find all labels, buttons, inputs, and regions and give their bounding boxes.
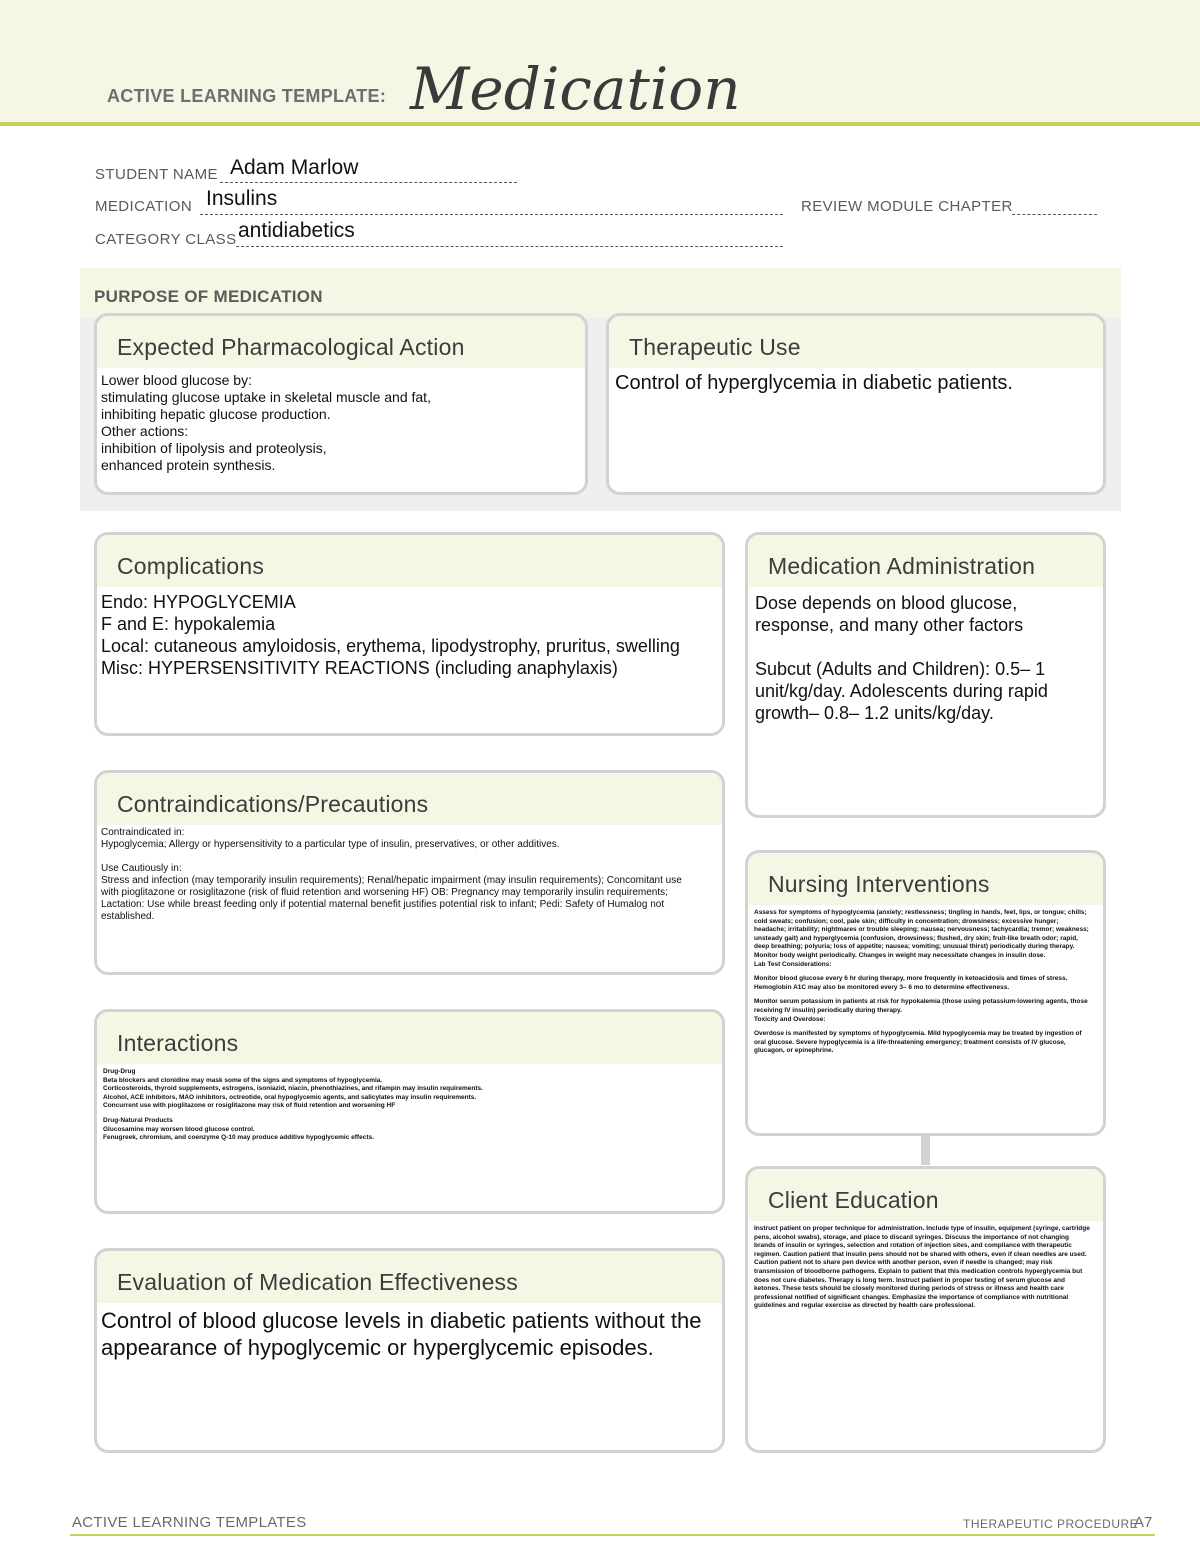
administration-line: Dose depends on blood glucose, response, and many other factors — [755, 593, 1024, 635]
expected-action-body[interactable] — [97, 368, 585, 474]
student-name-line — [220, 182, 517, 183]
review-module-field[interactable] — [1012, 214, 1097, 215]
footer-rule — [70, 1534, 1155, 1536]
purpose-title: PURPOSE OF MEDICATION — [94, 287, 323, 306]
interactions-card — [94, 1009, 725, 1214]
complications-line: Local: cutaneous amyloidosis, erythema, lipodystrophy, pruritus, swelling — [101, 636, 680, 656]
interactions-line: Drug-Natural Products — [103, 1116, 173, 1124]
student-name-label: STUDENT NAME — [95, 166, 218, 183]
contraindications-title: Contraindications/Precautions — [97, 773, 722, 825]
review-module-label: REVIEW MODULE CHAPTER — [801, 198, 1013, 215]
complications-line: Misc: HYPERSENSITIVITY REACTIONS (including anaphylaxis) — [101, 658, 618, 678]
medication-label: MEDICATION — [95, 198, 193, 215]
nursing-interventions-title: Nursing Interventions — [748, 853, 1103, 905]
therapeutic-use-card — [606, 313, 1106, 495]
nursing-line: Monitor blood glucose every 6 hr during therapy, more frequently in ketoacidosis and times of stress. Hemoglobin A1C may also be monitored every 3– 6 mo to determine effectiveness. — [754, 975, 1068, 991]
interactions-title: Interactions — [97, 1012, 722, 1064]
interactions-line: Concurrent use with pioglitazone or rosiglitazone may risk of fluid retention and worsening HF — [103, 1102, 396, 1110]
nursing-line: Lab Test Considerations: — [754, 960, 832, 968]
nursing-line: Assess for symptoms of hypoglycemia (anxiety; restlessness; tingling in hands, feet, lips, or tongue; chills; cold sweats; confusion; cool, pale skin; difficulty in concentration; drowsiness; excessive hunger; headache; irritability; nightmares or trouble sleeping; nausea; nervousness; tachycardia; tremor; weakness; unsteady gait) and hyperglycemia (confusion, drowsiness; flushed, dry skin; fruit-like breath odor; rapid, deep breathing; polyuria; loss of appetite; nausea; vomiting; unusual thirst) periodically during therapy. — [754, 909, 1089, 951]
therapeutic-use-body[interactable]: Control of hyperglycemia in diabetic patients. — [615, 372, 1013, 394]
therapeutic-use-title: Therapeutic Use — [609, 316, 1103, 368]
contraindications-body[interactable] — [97, 825, 722, 923]
complications-title: Complications — [97, 535, 722, 587]
evaluation-body[interactable]: Control of blood glucose levels in diabetic patients without the appearance of hypoglycemic or hyperglycemic episodes. — [101, 1308, 702, 1360]
administration-body[interactable] — [748, 587, 1103, 724]
evaluation-title: Evaluation of Medication Effectiveness — [97, 1251, 722, 1303]
template-label: ACTIVE LEARNING TEMPLATE: — [107, 86, 387, 106]
contraindications-card — [94, 770, 725, 975]
nursing-line: Monitor body weight periodically. Changes in weight may necessitate changes in insulin dose. — [754, 951, 1046, 959]
nursing-line: Monitor serum potassium in patients at risk for hypokalemia (those using potassium-lowering agents, those receiving IV insulin) periodically during therapy. — [754, 998, 1088, 1014]
interactions-line: Beta blockers and clonidine may mask some of the signs and symptoms of hypoglycemia. — [103, 1076, 383, 1084]
expected-action-line: enhanced protein synthesis. — [101, 457, 276, 473]
interactions-line: Corticosteroids, thyroid supplements, estrogens, isoniazid, niacin, phenothiazines, and rifampin may insulin requirements. — [103, 1085, 483, 1093]
evaluation-card — [94, 1248, 725, 1453]
category-class-field[interactable]: antidiabetics — [238, 219, 355, 242]
category-class-label: CATEGORY CLASS — [95, 231, 237, 248]
contraindications-line: Contraindicated in: — [101, 827, 185, 838]
medication-line — [200, 214, 783, 215]
expected-action-line: Other actions: — [101, 423, 189, 439]
nursing-line: Toxicity and Overdose: — [754, 1015, 826, 1023]
expected-action-line: inhibiting hepatic glucose production. — [101, 406, 331, 422]
medication-field[interactable]: Insulins — [206, 187, 278, 210]
footer-title: ACTIVE LEARNING TEMPLATES — [72, 1514, 307, 1531]
expected-action-line: stimulating glucose uptake in skeletal muscle and fat, — [101, 389, 431, 405]
contraindications-line: Use Cautiously in: — [101, 863, 182, 874]
complications-line: F and E: hypokalemia — [101, 614, 276, 634]
administration-line: Subcut (Adults and Children): 0.5– 1 unit/kg/day. Adolescents during rapid growth– 0.8– 1.2 units/kg/day. — [755, 659, 1048, 723]
student-name-field[interactable]: Adam Marlow — [230, 156, 359, 179]
page-number: A7 — [1134, 1514, 1153, 1531]
interactions-line: Glucosamine may worsen blood glucose control. — [103, 1125, 255, 1133]
nursing-interventions-body[interactable] — [748, 905, 1103, 1056]
client-education-title: Client Education — [748, 1169, 1103, 1221]
page-title: Medication — [410, 55, 741, 123]
client-education-card — [745, 1166, 1106, 1453]
administration-title: Medication Administration — [748, 535, 1103, 587]
complications-card — [94, 532, 725, 736]
nursing-interventions-card — [745, 850, 1106, 1136]
expected-action-title: Expected Pharmacological Action — [97, 316, 585, 368]
expected-action-line: Lower blood glucose by: — [101, 372, 252, 388]
nursing-line: Overdose is manifested by symptoms of hypoglycemia. Mild hypoglycemia may be treated by ingestion of oral glucose. Severe hypoglycemia is a life-threatening emergency; treatment consists of IV glucose, glucagon, or epinephrine. — [754, 1030, 1082, 1055]
administration-card — [745, 532, 1106, 818]
expected-action-line: inhibition of lipolysis and proteolysis, — [101, 440, 327, 456]
complications-line: Endo: HYPOGLYCEMIA — [101, 592, 296, 612]
interactions-body[interactable] — [97, 1064, 722, 1143]
interactions-line: Drug-Drug — [103, 1068, 136, 1075]
client-education-body[interactable]: Instruct patient on proper technique for administration. Include type of insulin, equipment (syringe, cartridge pens, alcohol swabs), storage, and place to discard syringes. Discuss the importance of not changing brands of insulin or syringes, selection and rotation of injection sites, and compliance with therapeutic regimen. Caution patient that insulin pens should not be shared with others, even if clean needles are used. Caution patient not to share pen device with another person, even if needle is changed; may risk transmission of bloodborne pathogens. Explain to patient that this medication controls hyperglycemia but does not cure diabetes. Therapy is long term. Instruct patient in proper testing of serum glucose and ketones. These tests should be closely monitored during periods of stress or illness and health care professional notified of significant changes. Emphasize the importance of compliance with nutritional guidelines and regular exercise as directed by health care professional. — [754, 1225, 1090, 1310]
contraindications-line: Stress and infection (may temporarily insulin requirements); Renal/hepatic impairment (may insulin requirements); Concomitant use with pioglitazone or rosiglitazone (risk of fluid retention and worsening HF) OB: Pregnancy may temporarily insulin requirements; Lactation: Use while breast feeding only if potential maternal benefit justifies potential risk to infant; Pedi: Safety of Humalog not established. — [101, 875, 682, 922]
complications-body[interactable] — [97, 587, 722, 679]
interactions-line: Alcohol, ACE inhibitors, MAO inhibitors, octreotide, oral hypoglycemic agents, and salicylates may insulin requirements. — [103, 1093, 477, 1101]
expected-action-card — [94, 313, 588, 495]
contraindications-line: Hypoglycemia; Allergy or hypersensitivity to a particular type of insulin, preservatives, or other additives. — [101, 839, 560, 850]
interactions-line: Fenugreek, chromium, and coenzyme Q-10 may produce additive hypoglycemic effects. — [103, 1134, 374, 1142]
footer-section: THERAPEUTIC PROCEDURE — [963, 1517, 1139, 1531]
card-connector — [921, 1135, 930, 1165]
category-class-line — [236, 246, 783, 247]
